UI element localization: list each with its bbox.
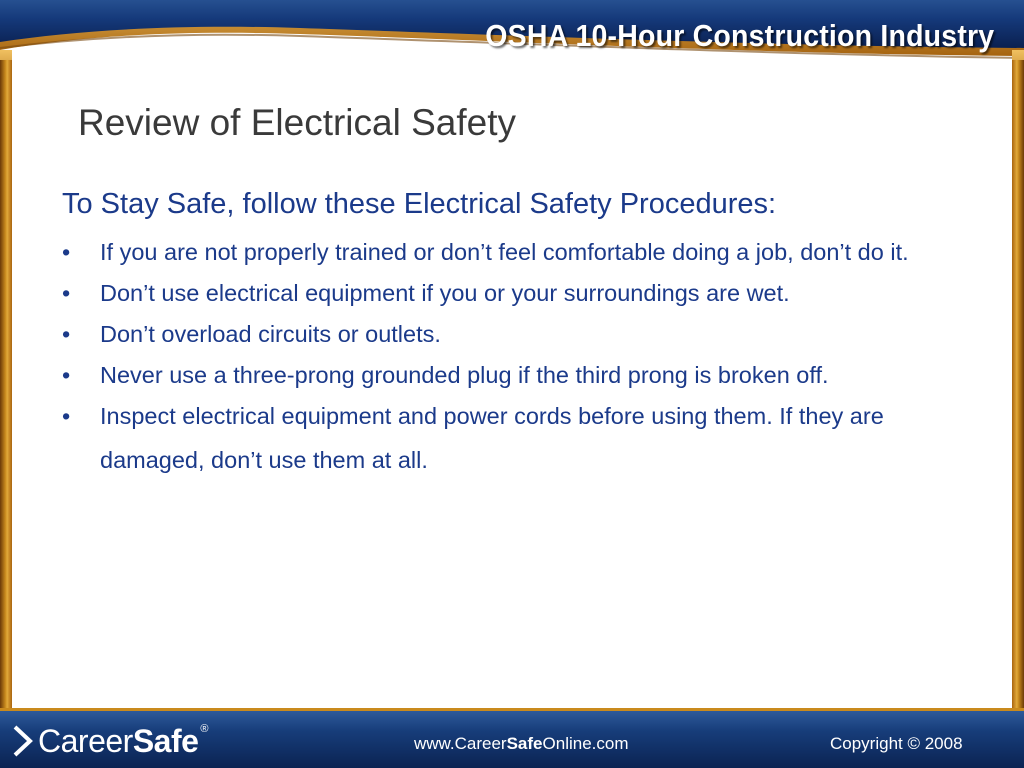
left-border <box>0 60 12 712</box>
logo-text-career: Career <box>38 722 133 759</box>
bullet-text: If you are not properly trained or don’t feel comfortable doing a job, don’t do it. <box>100 239 909 265</box>
bullet-marker: • <box>62 403 71 429</box>
slide-content <box>12 72 1012 708</box>
bullet-marker: • <box>62 280 71 306</box>
logo-text-safe: Safe <box>132 722 199 759</box>
bullet-text: Don’t use electrical equipment if you or your surroundings are wet. <box>100 280 790 306</box>
logo-text <box>38 723 208 760</box>
chevron-right-icon <box>12 724 34 758</box>
url-suffix: Online.com <box>542 734 629 753</box>
list-item <box>62 236 962 269</box>
careersafe-logo <box>12 722 208 760</box>
list-item <box>62 359 962 392</box>
slide-title: Review of Electrical Safety <box>78 102 517 143</box>
bullet-marker: • <box>62 321 71 347</box>
list-item <box>62 318 962 351</box>
bullet-text: Inspect electrical equipment and power cords before using them. If they are damaged, don’t use them at all. <box>100 403 884 473</box>
list-item <box>62 394 962 482</box>
right-border <box>1012 60 1024 712</box>
intro-text: To Stay Safe, follow these Electrical Safety Procedures: <box>62 188 777 220</box>
list-item <box>62 277 962 310</box>
bullet-marker: • <box>62 239 71 265</box>
copyright-text: Copyright © 2008 <box>830 734 963 753</box>
bullet-list <box>62 236 962 490</box>
url-prefix: www.Career <box>414 734 507 753</box>
bullet-text: Never use a three-prong grounded plug if the third prong is broken off. <box>100 362 829 388</box>
registered-mark: ® <box>200 722 209 735</box>
footer-bar <box>0 708 1024 768</box>
bullet-text: Don’t overload circuits or outlets. <box>100 321 441 347</box>
header-title: OSHA 10-Hour Construction Industry <box>484 18 994 53</box>
website-link[interactable] <box>414 734 629 754</box>
bullet-marker: • <box>62 362 71 388</box>
url-bold: Safe <box>506 734 543 753</box>
